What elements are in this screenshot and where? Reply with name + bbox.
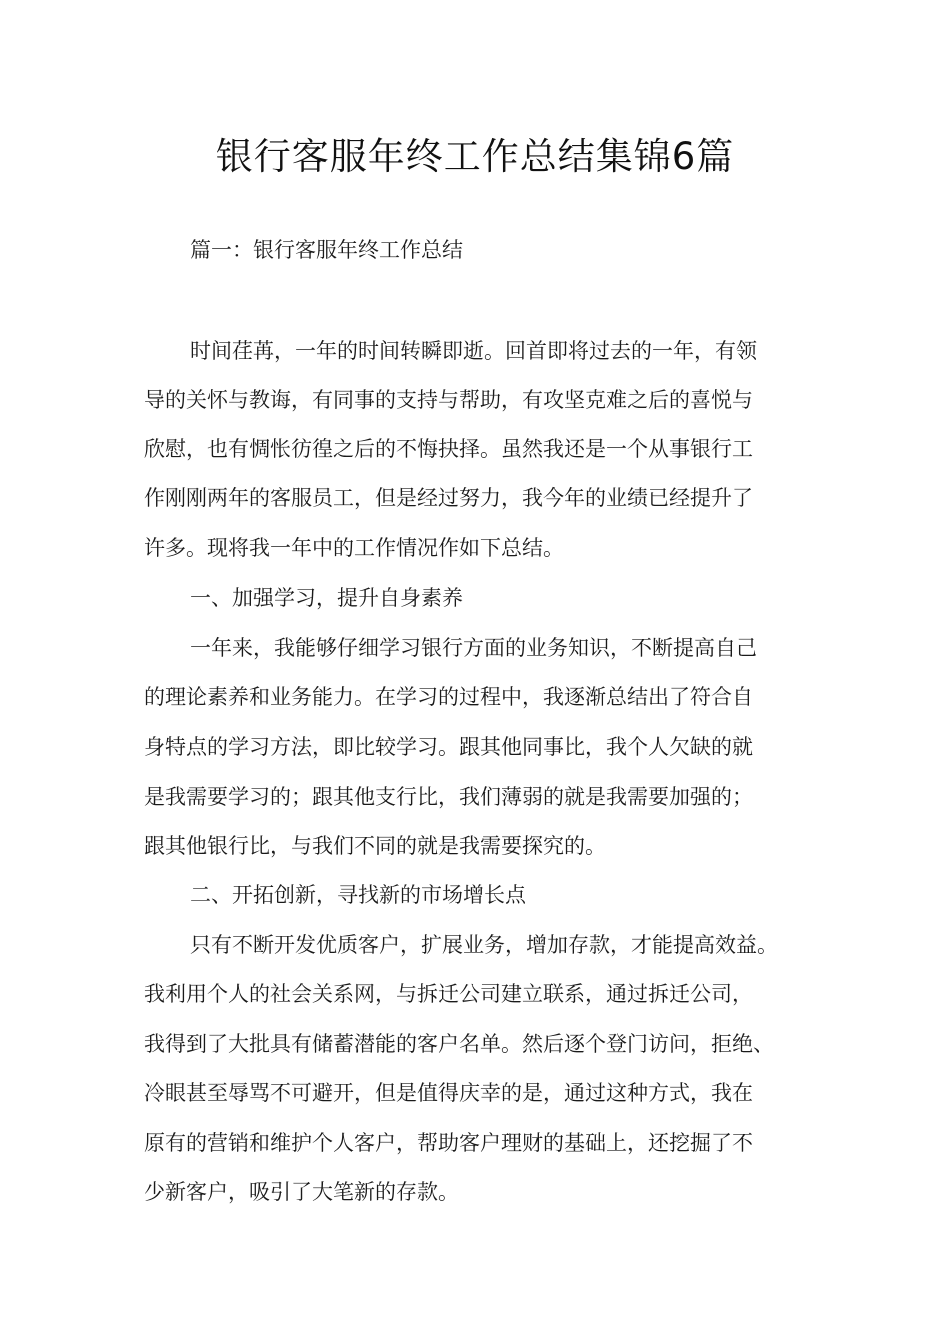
paragraph-line: 许多。现将我一年中的工作情况作如下总结。 xyxy=(144,536,564,560)
paragraph-line: 是我需要学习的；跟其他支行比，我们薄弱的就是我需要加强的； xyxy=(144,785,753,809)
paragraph-line: 一年来，我能够仔细学习银行方面的业务知识，不断提高自己 xyxy=(190,636,757,660)
paragraph-line: 的理论素养和业务能力。在学习的过程中，我逐渐总结出了符合自 xyxy=(144,685,753,709)
section-subtitle: 篇一：银行客服年终工作总结 xyxy=(190,238,463,262)
document-title: 银行客服年终工作总结集锦6篇 xyxy=(215,135,735,178)
paragraph-line: 导的关怀与教诲，有同事的支持与帮助，有攻坚克难之后的喜悦与 xyxy=(144,388,753,412)
paragraph-line: 时间荏苒，一年的时间转瞬即逝。回首即将过去的一年，有领 xyxy=(190,339,757,363)
paragraph-line: 原有的营销和维护个人客户，帮助客户理财的基础上，还挖掘了不 xyxy=(144,1131,753,1155)
paragraph-line: 作刚刚两年的客服员工，但是经过努力，我今年的业绩已经提升了 xyxy=(144,486,753,510)
section-heading: 二、开拓创新，寻找新的市场增长点 xyxy=(190,883,526,907)
section-heading: 一、加强学习，提升自身素养 xyxy=(190,586,463,610)
paragraph-line: 只有不断开发优质客户，扩展业务，增加存款，才能提高效益。 xyxy=(190,933,778,957)
paragraph-line: 欣慰，也有惆怅彷徨之后的不悔抉择。虽然我还是一个从事银行工 xyxy=(144,437,753,461)
paragraph-line: 我利用个人的社会关系网，与拆迁公司建立联系，通过拆迁公司， xyxy=(144,982,753,1006)
paragraph-line: 少新客户，吸引了大笔新的存款。 xyxy=(144,1180,459,1204)
paragraph-line: 跟其他银行比，与我们不同的就是我需要探究的。 xyxy=(144,834,606,858)
paragraph-line: 冷眼甚至辱骂不可避开，但是值得庆幸的是，通过这种方式，我在 xyxy=(144,1081,753,1105)
paragraph-line: 身特点的学习方法，即比较学习。跟其他同事比，我个人欠缺的就 xyxy=(144,735,753,759)
paragraph-line: 我得到了大批具有储蓄潜能的客户名单。然后逐个登门访问，拒绝、 xyxy=(144,1032,774,1056)
